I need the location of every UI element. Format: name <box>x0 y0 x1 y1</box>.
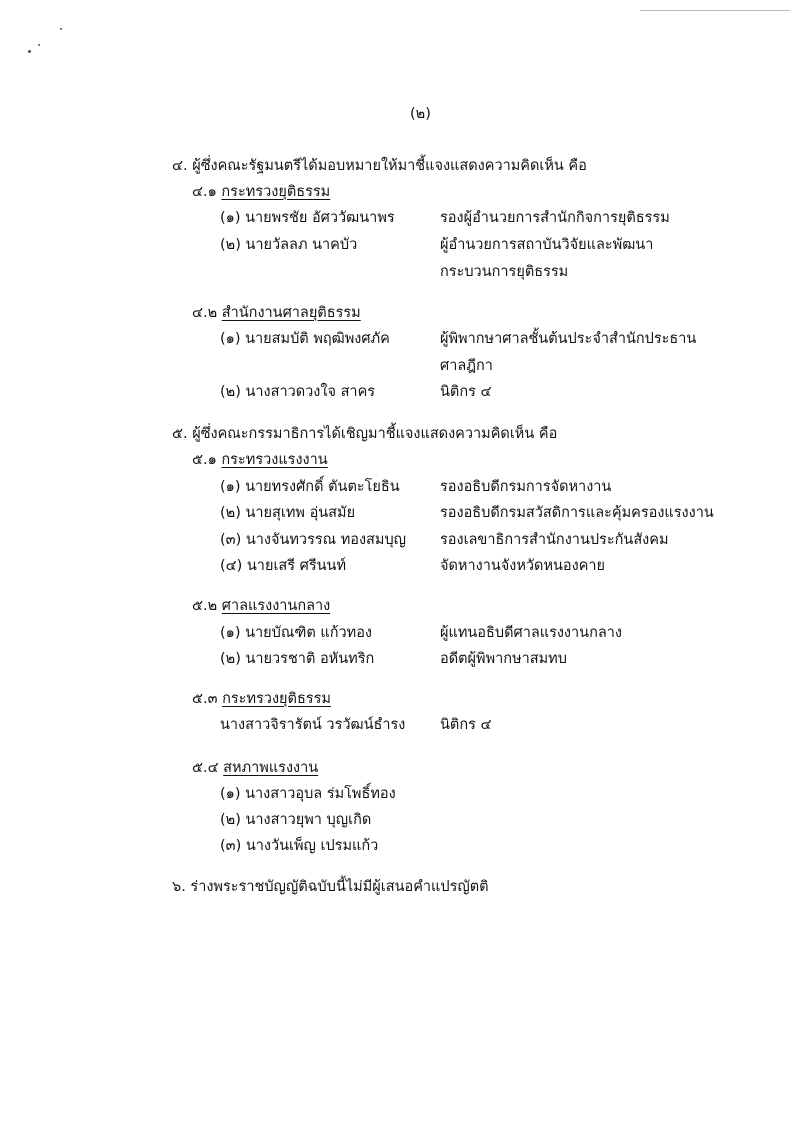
group-4-1-heading <box>192 182 330 202</box>
person-position: รองเลขาธิการสำนักงานประกันสังคม <box>440 532 669 548</box>
scan-speck <box>38 44 40 46</box>
group-number: ๕.๑ <box>192 452 217 468</box>
group-title: ศาลแรงงานกลาง <box>221 598 331 614</box>
page-number: (๒) <box>410 106 431 122</box>
person-name: (๓) นางวันเพ็ญ เปรมแก้ว <box>220 838 379 854</box>
person-position: รองอธิบดีกรมการจัดหางาน <box>440 479 612 495</box>
person-name: (๓) นางจันทวรรณ ทองสมบุญ <box>220 532 407 548</box>
person-position: อดีตผู้พิพากษาสมทบ <box>440 651 567 667</box>
group-title: สหภาพแรงงาน <box>223 760 319 776</box>
person-name: (๒) นายวัลลภ นาคบัว <box>220 237 358 253</box>
group-5-4-heading <box>192 758 318 778</box>
group-number: ๔.๒ <box>192 305 218 321</box>
section-4-heading: ๔. ผู้ซึ่งคณะรัฐมนตรีได้มอบหมายให้มาชี้แจงแสดงความคิดเห็น คือ <box>172 158 587 174</box>
person-position: รองผู้อำนวยการสำนักกิจการยุติธรรม <box>440 210 670 226</box>
person-position: ผู้พิพากษาศาลชั้นต้นประจำสำนักประธาน <box>440 331 697 347</box>
person-name: (๑) นายบัณฑิต แก้วทอง <box>220 625 373 641</box>
group-5-3-heading <box>192 689 331 709</box>
group-title: กระทรวงยุติธรรม <box>221 184 331 200</box>
group-title: กระทรวงยุติธรรม <box>222 691 331 707</box>
group-5-1-heading <box>192 450 328 470</box>
group-5-2-heading <box>192 596 330 616</box>
group-title: กระทรวงแรงงาน <box>221 452 328 468</box>
group-number: ๕.๔ <box>192 760 219 776</box>
scan-speck <box>60 28 62 30</box>
person-position: จัดหางานจังหวัดหนองคาย <box>440 558 606 574</box>
person-name: (๑) นางสาวอุบล ร่มโพธิ์ทอง <box>220 786 396 802</box>
group-number: ๕.๒ <box>192 598 218 614</box>
person-position: รองอธิบดีกรมสวัสดิการและคุ้มครองแรงงาน <box>440 505 714 521</box>
section-5-heading: ๕. ผู้ซึ่งคณะกรรมาธิการได้เชิญมาชี้แจงแสดงความคิดเห็น คือ <box>172 426 558 442</box>
scan-speck <box>28 50 31 53</box>
person-position: ผู้อำนวยการสถาบันวิจัยและพัฒนา <box>440 237 654 253</box>
person-position: ผู้แทนอธิบดีศาลแรงงานกลาง <box>440 625 622 641</box>
person-name: นางสาวจิรารัตน์ วรวัฒน์ธำรง <box>220 717 406 733</box>
group-4-2-heading <box>192 303 361 323</box>
person-name: (๑) นายทรงศักดิ์ ตันตะโยธิน <box>220 479 400 495</box>
person-name: (๒) นายสุเทพ อุ่นสมัย <box>220 505 356 521</box>
person-position-continued: ศาลฎีกา <box>440 358 493 374</box>
person-name: (๑) นายสมบัติ พฤฒิพงศภัค <box>220 331 390 347</box>
person-name: (๒) นางสาวดวงใจ สาคร <box>220 384 376 400</box>
person-name: (๒) นายวรชาติ อหันทริก <box>220 651 375 667</box>
person-position-continued: กระบวนการยุติธรรม <box>440 264 569 280</box>
group-title: สำนักงานศาลยุติธรรม <box>221 305 361 321</box>
group-number: ๔.๑ <box>192 184 217 200</box>
scan-edge-line <box>640 10 790 11</box>
person-name: (๑) นายพรชัย อัศววัฒนาพร <box>220 210 395 226</box>
person-name: (๔) นายเสรี ศรีนนท์ <box>220 558 347 574</box>
section-6-text: ๖. ร่างพระราชบัญญัติฉบับนี้ไม่มีผู้เสนอคำแปรญัตติ <box>172 879 489 895</box>
person-name: (๒) นางสาวยุพา บุญเกิด <box>220 812 372 828</box>
person-position: นิติกร ๔ <box>440 717 492 733</box>
group-number: ๕.๓ <box>192 691 218 707</box>
person-position: นิติกร ๔ <box>440 384 492 400</box>
